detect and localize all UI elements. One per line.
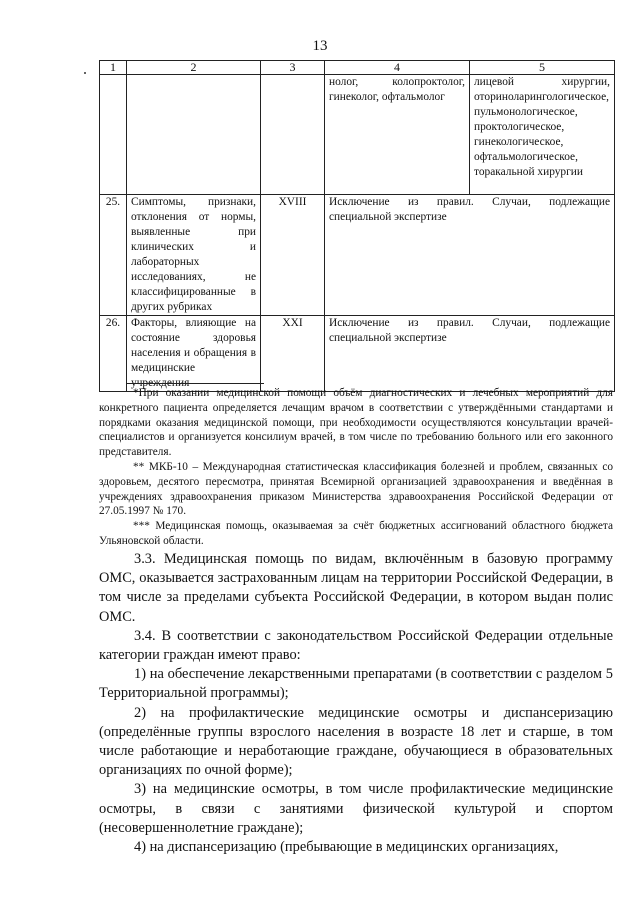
row-number-cell: 26.	[100, 316, 127, 392]
paragraph: 4) на диспансеризацию (пребывающие в медицинских организациях,	[134, 839, 559, 856]
specialists-cell: нолог, колопроктолог, гинеколог, офтальмолог	[325, 75, 470, 195]
footnotes	[99, 386, 613, 549]
icd-class-cell: XVIII	[261, 195, 325, 316]
table-header-cell: 3	[261, 61, 325, 75]
row-number-cell: 25.	[100, 195, 127, 316]
table-header-cell: 2	[127, 61, 261, 75]
table-header-cell: 1	[100, 61, 127, 75]
exception-note-cell: Исключение из правил. Случаи, подлежащие специальной экспертизе	[325, 195, 615, 316]
diagnosis-name-cell: Факторы, влияющие на состояние здоровья населения и обращения в медицинские учреждения	[127, 316, 261, 392]
footnote: *При оказании медицинской помощи объём диагностических и лечебных мероприятий для конкретного пациента определяется лечащим врачом в соответствии с утверждёнными стандартами и порядками оказания медицинской помощи, при необходимости осуществляются консультации врачей-специалистов и организуется консилиум врачей, в том числе по требованию больного или его законного представителя.	[99, 387, 613, 459]
care-profile-cell: лицевой хирургии, оториноларингологическое, пульмонологическое, проктологическое, гинекологическое, офтальмологическое, торакальной хирургии	[470, 75, 615, 195]
main-text	[99, 550, 613, 857]
table-row	[100, 195, 615, 316]
paragraph: 2) на профилактические медицинские осмотры и диспансеризацию (определённые группы взрослого населения в возрасте 18 лет и старше, в том числе работающие и неработающие граждане, обучающиеся в образовательных организациях по очной форме);	[99, 704, 613, 779]
diagnosis-table	[99, 60, 615, 392]
diagnosis-name-cell: Симптомы, признаки, отклонения от нормы, выявленные при клинических и лабораторных исследованиях, не классифицированные в других рубриках	[127, 195, 261, 316]
scan-speck	[84, 72, 86, 74]
table-header-cell: 4	[325, 61, 470, 75]
icd-class-cell	[261, 75, 325, 195]
icd-class-cell: XXI	[261, 316, 325, 392]
paragraph: 3) на медицинские осмотры, в том числе профилактические медицинские осмотры, в связи с занятиями физической культурой и спортом (несовершеннолетние граждане);	[99, 781, 613, 836]
page-number: 13	[312, 38, 328, 54]
diagnosis-name-cell	[127, 75, 261, 195]
exception-note-cell: Исключение из правил. Случаи, подлежащие специальной экспертизе	[325, 316, 615, 392]
paragraph: 3.3. Медицинская помощь по видам, включённым в базовую программу ОМС, оказывается застрахованным лицам на территории Российской Федерации, в том числе за пределами субъекта Российской Федерации, в котором выдан полис ОМС.	[99, 551, 613, 625]
table-header-cell: 5	[470, 61, 615, 75]
table-row	[100, 75, 615, 195]
row-number-cell	[100, 75, 127, 195]
footnote: ** МКБ-10 – Международная статистическая классификация болезней и проблем, связанных со здоровьем, десятого пересмотра, принятая Всемирной организацией здравоохранения и введённая в учреждениях здравоохранения приказом Министерства здравоохранения Российской Федерации от 27.05.1997 № 170.	[99, 460, 613, 518]
table-row	[100, 316, 615, 392]
paragraph: 3.4. В соответствии с законодательством Российской Федерации отдельные категории граждан имеют право:	[99, 627, 613, 664]
footnote: *** Медицинская помощь, оказываемая за счёт бюджетных ассигнований областного бюджета Ульяновской области.	[99, 520, 613, 547]
paragraph: 1) на обеспечение лекарственными препаратами (в соответствии с разделом 5 Территориальной программы);	[99, 666, 613, 702]
footnote-divider	[126, 383, 264, 384]
table-header-row	[100, 61, 615, 75]
